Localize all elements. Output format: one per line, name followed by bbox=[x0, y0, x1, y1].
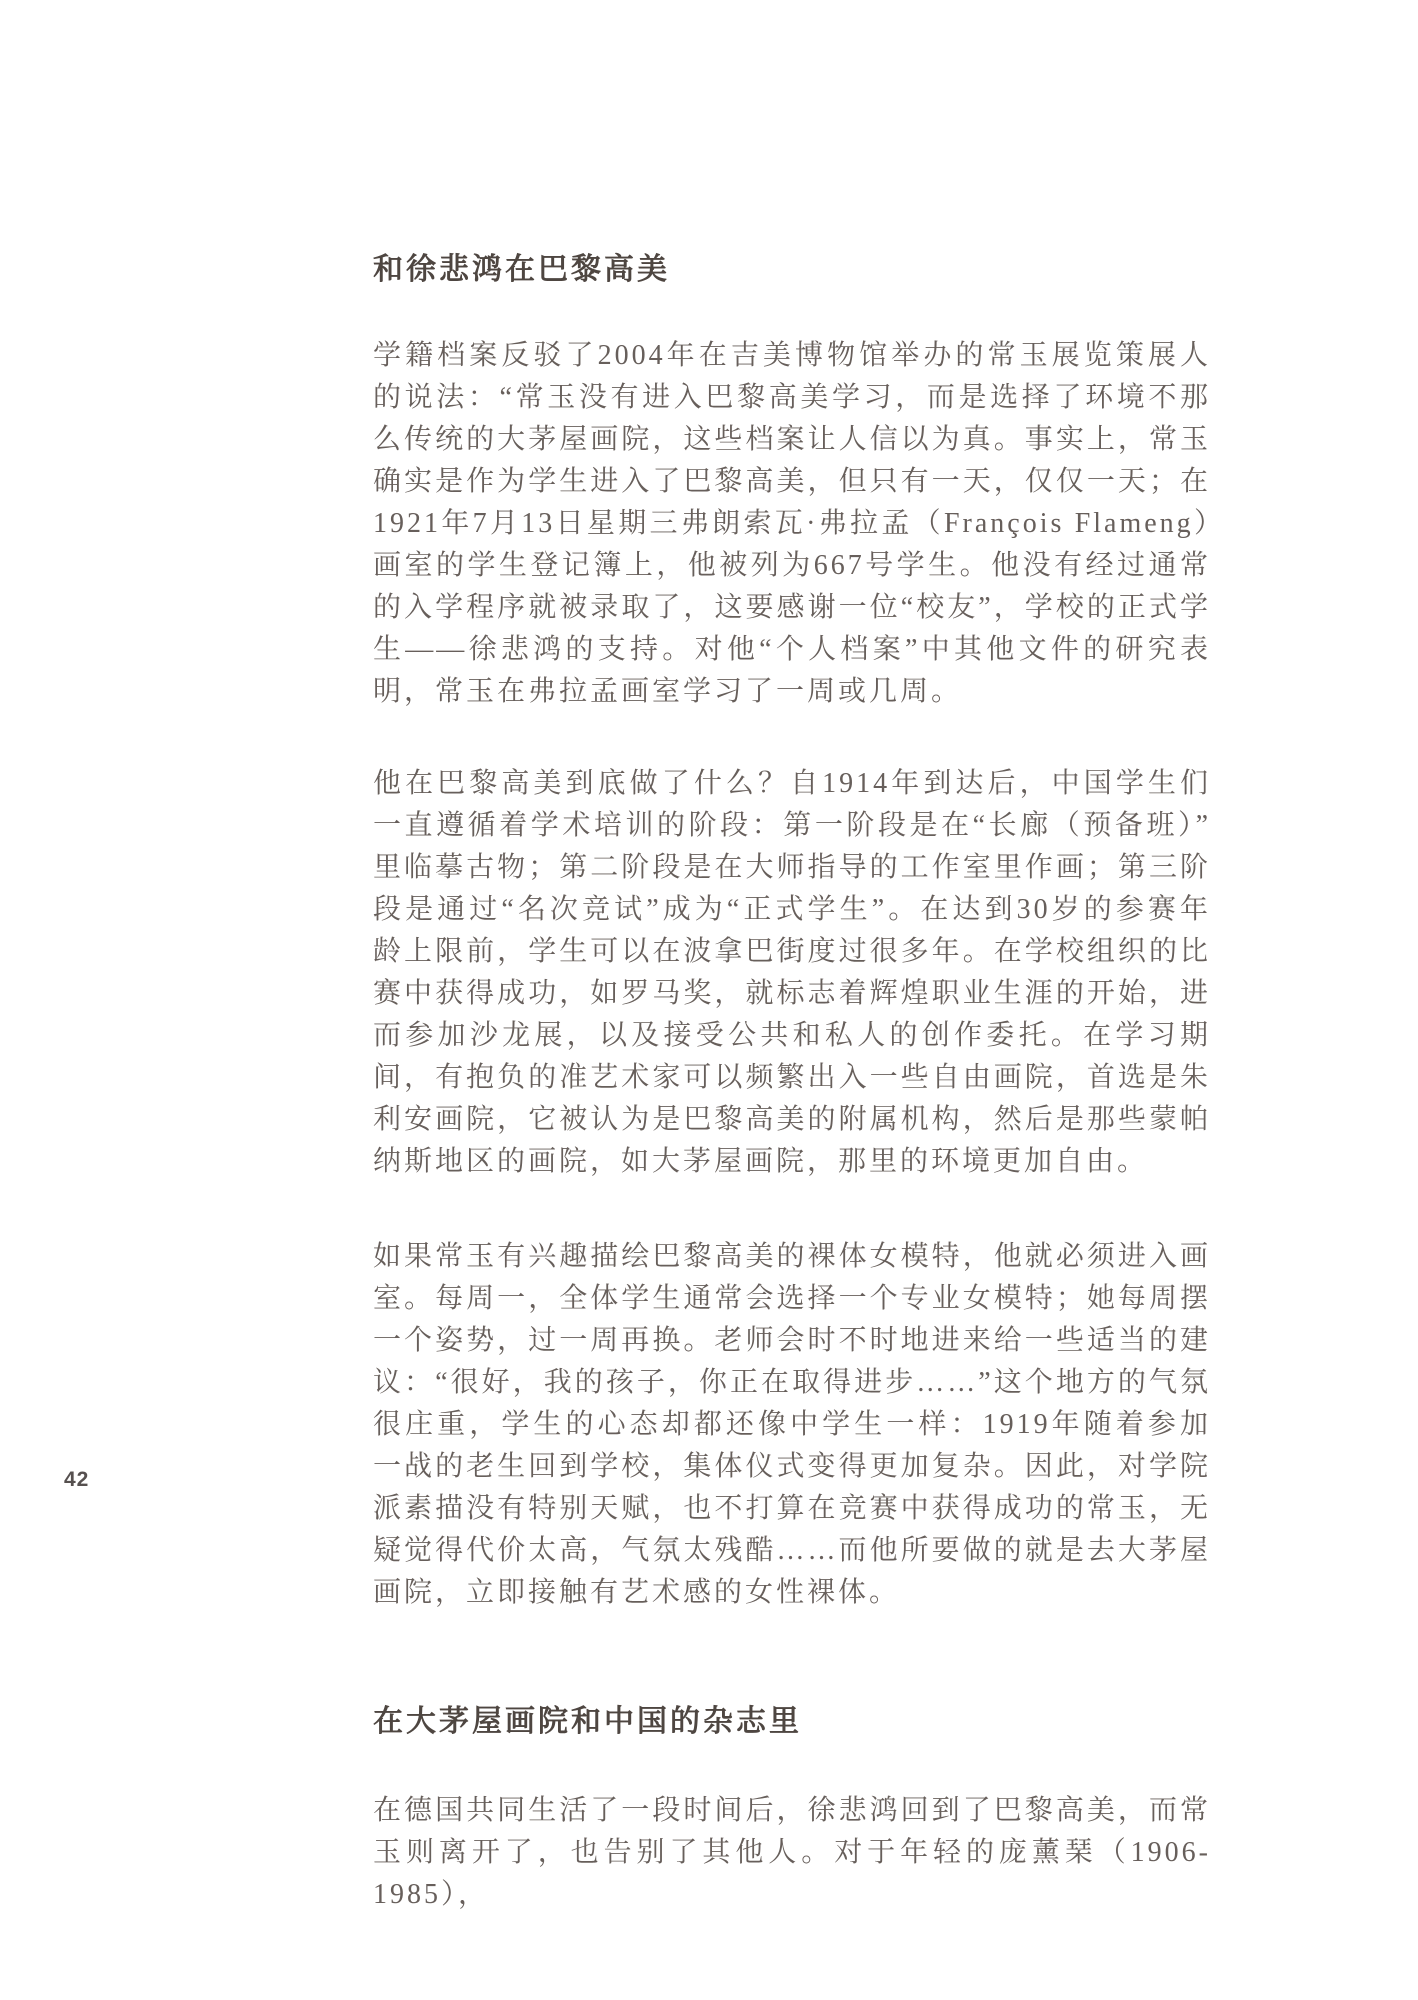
paragraph-3: 如果常玉有兴趣描绘巴黎高美的裸体女模特，他就必须进入画室。每周一，全体学生通常会选择一个专业女模特；她每周摆一个姿势，过一周再换。老师会时不时地进来给一些适当的建议：“很好，我的孩子，你正在取得进步……”这个地方的气氛很庄重，学生的心态却都还像中学生一样：1919年随着参加一战的老生回到学校，集体仪式变得更加复杂。因此，对学院派素描没有特别天赋，也不打算在竞赛中获得成功的常玉，无疑觉得代价太高，气氛太残酷……而他所要做的就是去大茅屋画院，立即接触有艺术感的女性裸体。 bbox=[373, 1241, 1211, 1608]
paragraph-1: 学籍档案反驳了2004年在吉美博物馆举办的常玉展览策展人的说法：“常玉没有进入巴黎高美学习，而是选择了环境不那么传统的大茅屋画院，这些档案让人信以为真。事实上，常玉确实是作为学生进入了巴黎高美，但只有一天，仅仅一天；在1921年7月13日星期三弗朗索瓦·弗拉孟（François Flameng）画室的学生登记簿上，他被列为667号学生。他没有经过通常的入学程序就被录取了，这要感谢一位“校友”，学校的正式学生——徐悲鸿的支持。对他“个人档案”中其他文件的研究表明，常玉在弗拉孟画室学习了一周或几周。 bbox=[373, 340, 1211, 707]
page-number: 42 bbox=[64, 1468, 90, 1491]
section-heading-2: 在大茅屋画院和中国的杂志里 bbox=[373, 1705, 802, 1738]
text-column bbox=[373, 248, 1211, 1916]
section-heading-1: 和徐悲鸿在巴黎高美 bbox=[373, 253, 670, 286]
paragraph-2: 他在巴黎高美到底做了什么？自1914年到达后，中国学生们一直遵循着学术培训的阶段：第一阶段是在“长廊（预备班）”里临摹古物；第二阶段是在大师指导的工作室里作画；第三阶段是通过“名次竞试”成为“正式学生”。在达到30岁的参赛年龄上限前，学生可以在波拿巴街度过很多年。在学校组织的比赛中获得成功，如罗马奖，就标志着辉煌职业生涯的开始，进而参加沙龙展，以及接受公共和私人的创作委托。在学习期间，有抱负的准艺术家可以频繁出入一些自由画院，首选是朱利安画院，它被认为是巴黎高美的附属机构，然后是那些蒙帕纳斯地区的画院，如大茅屋画院，那里的环境更加自由。 bbox=[373, 768, 1211, 1177]
paragraph-4: 在德国共同生活了一段时间后，徐悲鸿回到了巴黎高美，而常玉则离开了，也告别了其他人。对于年轻的庞薰琹（1906-1985）， bbox=[373, 1795, 1211, 1910]
